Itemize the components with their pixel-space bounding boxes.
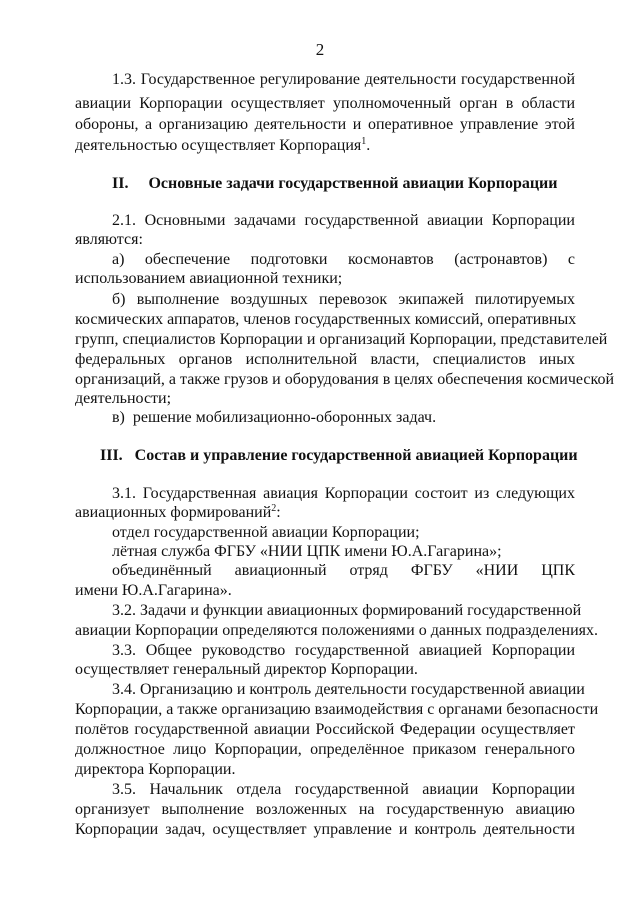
text-fragment: :	[276, 504, 281, 521]
text-line: 3.2. Задачи и функции авиационных формирований государственной	[112, 602, 582, 619]
text-line: являются:	[75, 231, 143, 248]
section-heading: II. Основные задачи государственной авиации Корпорации	[112, 175, 558, 192]
text-fragment: деятельностью осуществляет Корпорация	[75, 137, 362, 154]
text-line: авиации Корпорации определяются положениями о данных подразделениях.	[75, 622, 599, 639]
text-line: б) выполнение воздушных перевозок экипажей пилотируемых	[112, 291, 575, 308]
text-line: а) обеспечение подготовки космонавтов (астронавтов) с	[112, 251, 575, 268]
text-line: объединённый авиационный отряд ФГБУ «НИИ ЦПК	[112, 562, 575, 579]
text-fragment: .	[366, 137, 371, 154]
text-line: организаций, а также грузов и оборудования в целях обеспечения космической	[75, 371, 615, 388]
text-line: в) решение мобилизационно-оборонных задач.	[112, 409, 437, 426]
text-line: 2.1. Основными задачами государственной авиации Корпорации	[112, 212, 575, 229]
text-line: полётов государственной авиации Российской Федерации осуществляет	[75, 721, 575, 738]
text-line	[75, 136, 575, 156]
text-line: 1.3. Государственное регулирование деятельности государственной	[112, 71, 575, 88]
text-line: использованием авиационной техники;	[75, 270, 343, 287]
text-line: Корпорации, а также организацию взаимодействия с органами безопасности	[75, 701, 599, 718]
text-line: 3.4. Организацию и контроль деятельности государственной авиации	[112, 681, 585, 698]
text-line: обороны, а организацию деятельности и оперативное управление этой	[75, 116, 575, 133]
text-line: осуществляет генеральный директор Корпорации.	[75, 661, 418, 678]
text-line: групп, специалистов Корпорации и организаций Корпорации, представителей	[75, 331, 608, 348]
text-line: 3.1. Государственная авиация Корпорации состоит из следующих	[112, 485, 575, 502]
section-heading: III. Состав и управление государственной авиацией Корпорации	[100, 447, 578, 464]
text-line: 3.3. Общее руководство государственной авиацией Корпорации	[112, 642, 575, 659]
text-line: Корпорации задач, осуществляет управление и контроль деятельности	[75, 821, 575, 838]
footnote-ref: 1	[361, 136, 367, 147]
text-line: авиации Корпорации осуществляет уполномоченный орган в области	[75, 95, 575, 112]
text-line: организует выполнение возложенных на государственную авиацию	[75, 801, 575, 818]
text-line: должностное лицо Корпорации, определённое приказом генерального	[75, 741, 575, 758]
page-number: 2	[315, 40, 325, 59]
text-line: федеральных органов исполнительной власти, специалистов иных	[75, 351, 575, 368]
text-line: отдел государственной авиации Корпорации;	[112, 524, 420, 541]
text-line	[75, 503, 575, 523]
footnote-ref: 2	[271, 503, 277, 514]
text-line: директора Корпорации.	[75, 761, 236, 778]
text-line: космических аппаратов, членов государственных комиссий, оперативных	[75, 311, 577, 328]
text-line: имени Ю.А.Гагарина».	[75, 582, 232, 599]
text-fragment: авиационных формирований	[75, 504, 272, 521]
text-line: 3.5. Начальник отдела государственной авиации Корпорации	[112, 781, 575, 798]
text-line: лётная служба ФГБУ «НИИ ЦПК имени Ю.А.Гагарина»;	[112, 543, 502, 560]
text-line: деятельности;	[75, 390, 172, 407]
